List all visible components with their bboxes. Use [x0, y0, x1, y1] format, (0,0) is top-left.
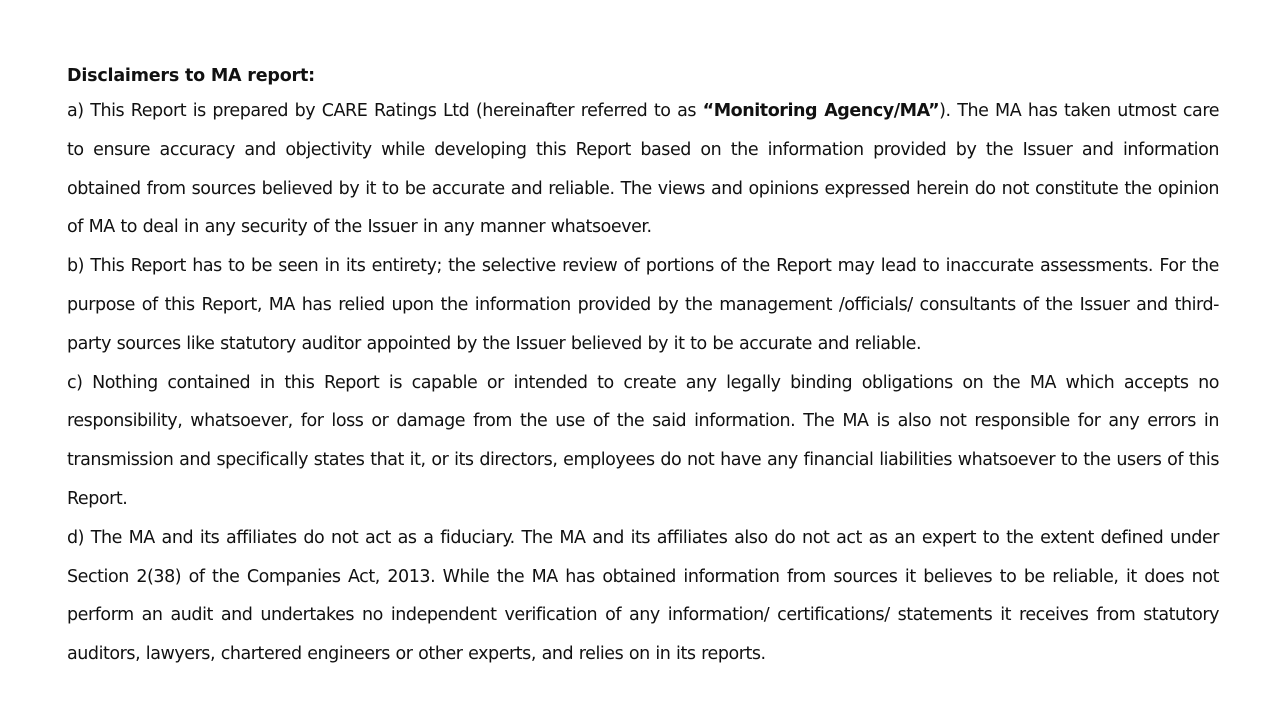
paragraph-b: b) This Report has to be seen in its entirety; the selective review of portions of the Report may lead to inaccurate assessments. For the purpose of this Report, MA has relied upon the information provided by the management /officials/ consultants of the Issuer and third-party sources like statutory auditor appointed by the Issuer believed by it to be accurate and reliable.	[67, 256, 1219, 354]
section-heading: Disclaimers to MA report:	[67, 66, 315, 86]
disclaimer-section	[67, 62, 1219, 674]
paragraph-c: c) Nothing contained in this Report is capable or intended to create any legally binding obligations on the MA which accepts no responsibility, whatsoever, for loss or damage from the use of the said information. The MA is also not responsible for any errors in transmission and specifically states that it, or its directors, employees do not have any financial liabilities whatsoever to the users of this Report.	[67, 372, 1219, 509]
paragraph-a	[67, 92, 1219, 247]
paragraph-a-text-start: a) This Report is prepared by CARE Ratings Ltd (hereinafter referred to as	[67, 101, 703, 121]
paragraph-d: d) The MA and its affiliates do not act as a fiduciary. The MA and its affiliates also do not act as an expert to the extent defined under Section 2(38) of the Companies Act, 2013. While the MA has obtained information from sources it believes to be reliable, it does not perform an audit and undertakes no independent verification of any information/ certifications/ statements it receives from statutory auditors, lawyers, chartered engineers or other experts, and relies on in its reports.	[67, 527, 1219, 665]
paragraph-a-text-end: ). The MA has taken utmost care to ensure accuracy and objectivity while developing this Report based on the information provided by the Issuer and information obtained from sources believed by it to be accurate and reliable. The views and opinions expressed herein do not constitute the opinion of MA to deal in any security of the Issuer in any manner whatsoever.	[67, 101, 1220, 238]
paragraph-a-bold-term: “Monitoring Agency/MA”	[702, 101, 940, 121]
